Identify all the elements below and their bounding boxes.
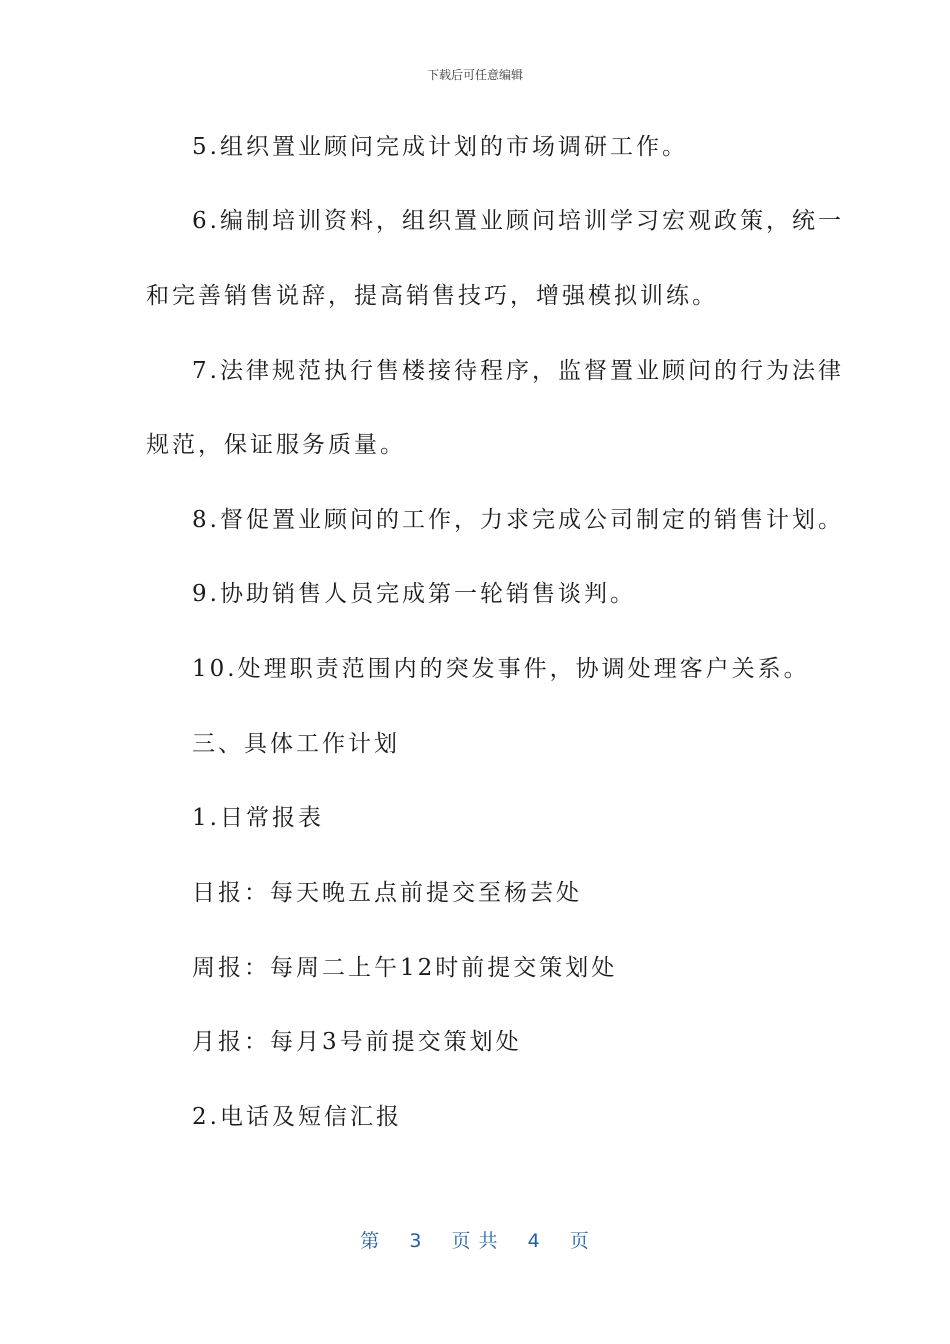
- page-footer: [0, 1226, 950, 1253]
- footer-ye-gong: 页 共: [451, 1230, 499, 1252]
- section-heading: 三、具体工作计划: [192, 731, 400, 757]
- paragraph-line: 和完善销售说辞，提高销售技巧，增强模拟训练。: [146, 283, 718, 309]
- subsection-heading: 2.电话及短信汇报: [192, 1104, 402, 1130]
- paragraph-line: 6.编制培训资料，组织置业顾问培训学习宏观政策，统一: [192, 208, 844, 234]
- footer-total-pages: 4: [527, 1230, 541, 1252]
- paragraph-line: 8.督促置业顾问的工作，力求完成公司制定的销售计划。: [192, 507, 844, 533]
- page-header: 下载后可任意编辑: [426, 68, 523, 82]
- paragraph-line: 10.处理职责范围内的突发事件，协调处理客户关系。: [192, 656, 810, 682]
- paragraph-line: 日报：每天晚五点前提交至杨芸处: [192, 880, 582, 906]
- paragraph-line: 5.组织置业顾问完成计划的市场调研工作。: [192, 134, 688, 160]
- subsection-heading: 1.日常报表: [192, 805, 324, 831]
- paragraph-line: 规范，保证服务质量。: [146, 432, 406, 458]
- footer-page-number: 3: [409, 1230, 423, 1252]
- footer-di: 第: [360, 1230, 381, 1252]
- paragraph-line: 周报：每周二上午12时前提交策划处: [192, 955, 618, 981]
- footer-ye: 页: [569, 1230, 590, 1252]
- paragraph-line: 7.法律规范执行售楼接待程序，监督置业顾问的行为法律: [192, 358, 844, 384]
- paragraph-line: 月报：每月3号前提交策划处: [192, 1029, 522, 1055]
- paragraph-line: 9.协助销售人员完成第一轮销售谈判。: [192, 581, 636, 607]
